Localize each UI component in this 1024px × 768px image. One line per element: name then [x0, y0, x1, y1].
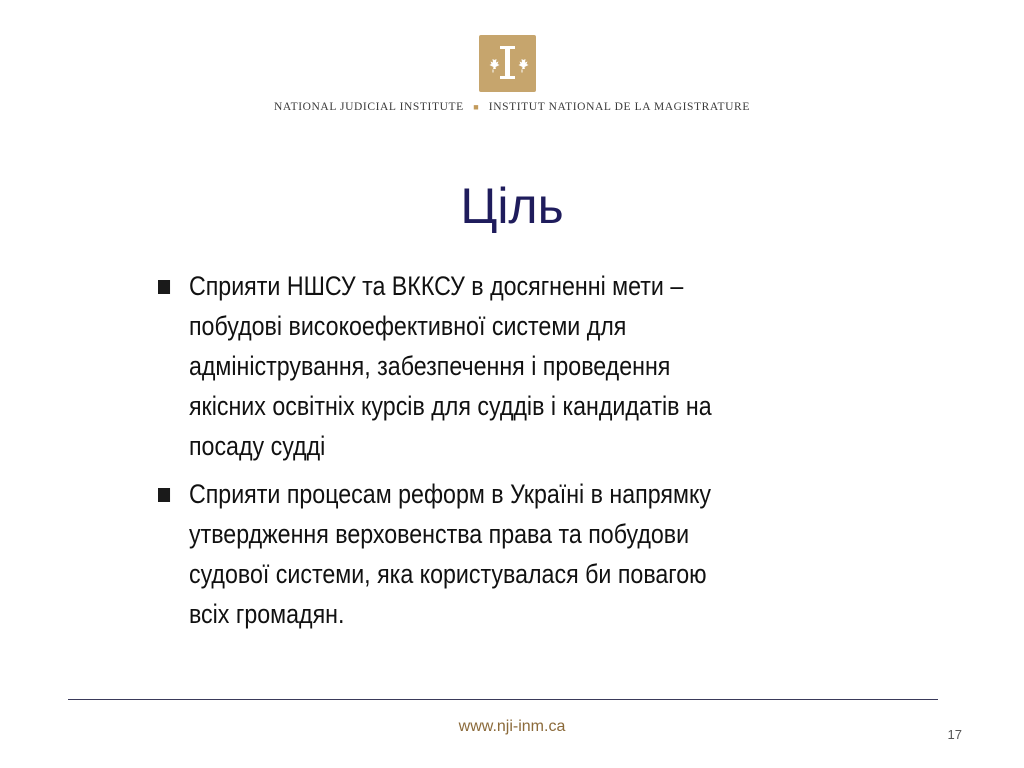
page-number: 17: [947, 727, 962, 742]
maple-leaf-logo-icon: [479, 35, 536, 92]
bullet-line: судової системи, яка користувалася би повагою: [188, 559, 707, 589]
bullet-line: побудові високоефективної системи для: [188, 311, 627, 341]
institute-name: [0, 101, 1024, 113]
slide-title: Ціль: [460, 178, 564, 234]
square-bullet-icon: [158, 280, 170, 294]
institute-name-en: NATIONAL JUDICIAL INSTITUTE: [274, 101, 464, 113]
separator-square-icon: ■: [473, 102, 480, 112]
bullet-item: [158, 474, 843, 634]
footer-url[interactable]: www.nji-inm.ca: [458, 718, 566, 735]
bullet-line: посаду судді: [188, 431, 326, 461]
bullet-line: всіх громадян.: [188, 599, 345, 629]
bullet-line: якісних освітніх курсів для суддів і кандидатів на: [188, 391, 712, 421]
bullet-line: адміністрування, забезпечення і проведення: [188, 351, 671, 381]
institute-name-fr: INSTITUT NATIONAL DE LA MAGISTRATURE: [488, 101, 750, 113]
bullet-list: [158, 266, 858, 642]
nji-logo-icon: [479, 35, 536, 92]
bullet-item: [158, 266, 843, 466]
bullet-line: утвердження верховенства права та побудови: [188, 519, 690, 549]
square-bullet-icon: [158, 488, 170, 502]
bullet-line: Сприяти процесам реформ в Україні в напрямку: [188, 479, 711, 509]
bullet-line: Сприяти НШСУ та ВККСУ в досягненні мети –: [188, 271, 684, 301]
footer-divider: [68, 699, 938, 700]
